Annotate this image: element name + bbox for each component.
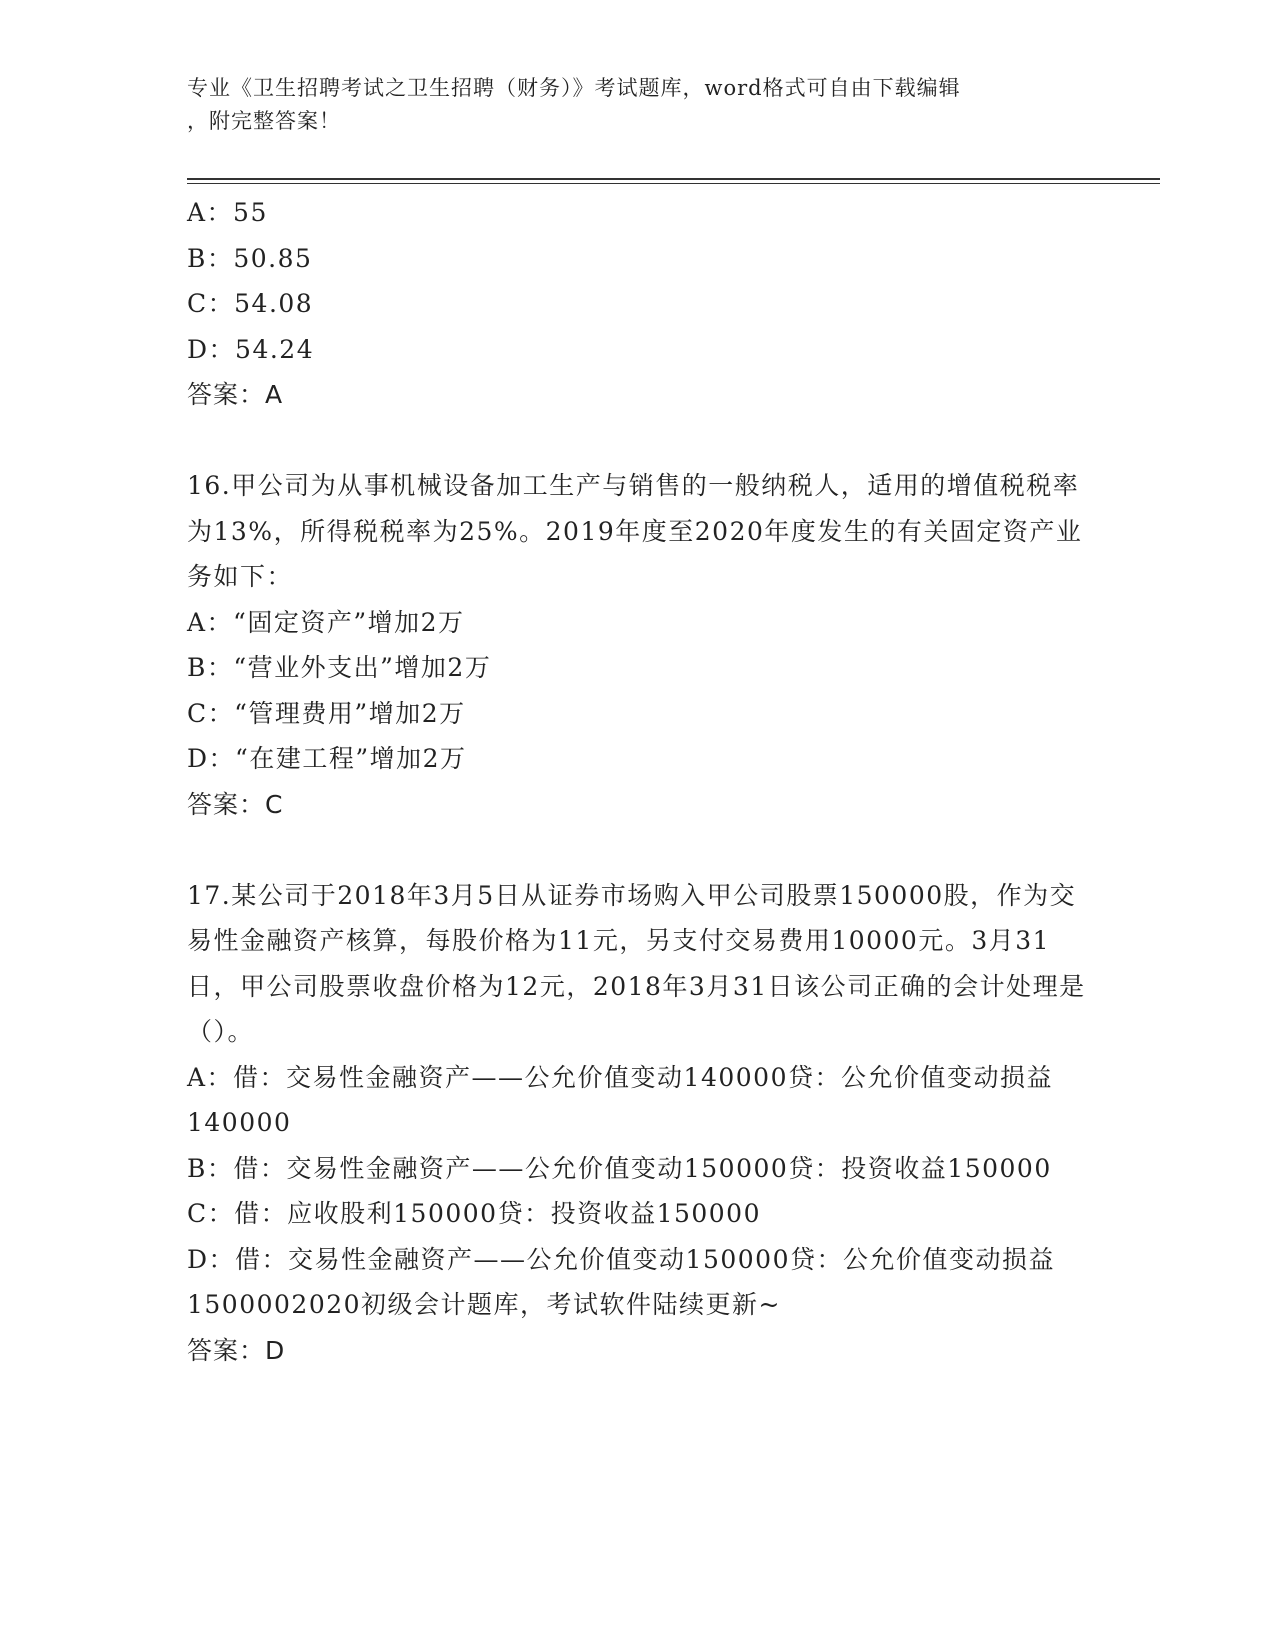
header-line-1: 专业《卫生招聘考试之卫生招聘（财务）》考试题库，word格式可自由下载编辑 [187, 76, 961, 100]
header-rule-thick [187, 178, 1160, 180]
option-b: B：50.85 [187, 243, 313, 273]
option-d: D：借：交易性金融资产——公允价值变动150000贷：公允价值变动损益1500002020初级会计题库，考试软件陆续更新~ [187, 1244, 1055, 1319]
question-16 [187, 463, 1087, 827]
header-rule-thin [187, 183, 1160, 184]
header-line-2: ，附完整答案！ [187, 109, 341, 133]
option-d: D：54.24 [187, 334, 315, 364]
option-a: A：55 [187, 198, 268, 227]
option-c: C：借：应收股利150000贷：投资收益150000 [187, 1199, 761, 1228]
answer-line: 答案：D [187, 1335, 286, 1365]
option-a: A：借：交易性金融资产——公允价值变动140000贷：公允价值变动损益140000 [187, 1062, 1053, 1137]
document-body [187, 190, 1087, 1373]
question-stem: 17.某公司于2018年3月5日从证券市场购入甲公司股票150000股，作为交易性金融资产核算，每股价格为11元，另支付交易费用10000元。3月31日，甲公司股票收盘价格为12元，2018年3月31日该公司正确的会计处理是（）。 [187, 880, 1086, 1046]
question-15-continued [187, 190, 1087, 418]
question-17 [187, 873, 1087, 1374]
option-c: C：“管理费用”增加2万 [187, 698, 466, 728]
document-header [187, 72, 1087, 138]
option-b: B：借：交易性金融资产——公允价值变动150000贷：投资收益150000 [187, 1153, 1052, 1183]
spacer [187, 418, 1087, 464]
option-b: B：“营业外支出”增加2万 [187, 653, 492, 682]
option-a: A：“固定资产”增加2万 [187, 607, 465, 637]
spacer [187, 827, 1087, 873]
option-d: D：“在建工程”增加2万 [187, 744, 467, 773]
option-c: C：54.08 [187, 289, 314, 318]
answer-line: 答案：C [187, 789, 284, 819]
question-stem: 16.甲公司为从事机械设备加工生产与销售的一般纳税人，适用的增值税税率为13%，所得税税率为25%。2019年度至2020年度发生的有关固定资产业务如下： [187, 471, 1083, 591]
answer-line: 答案：A [187, 380, 284, 409]
